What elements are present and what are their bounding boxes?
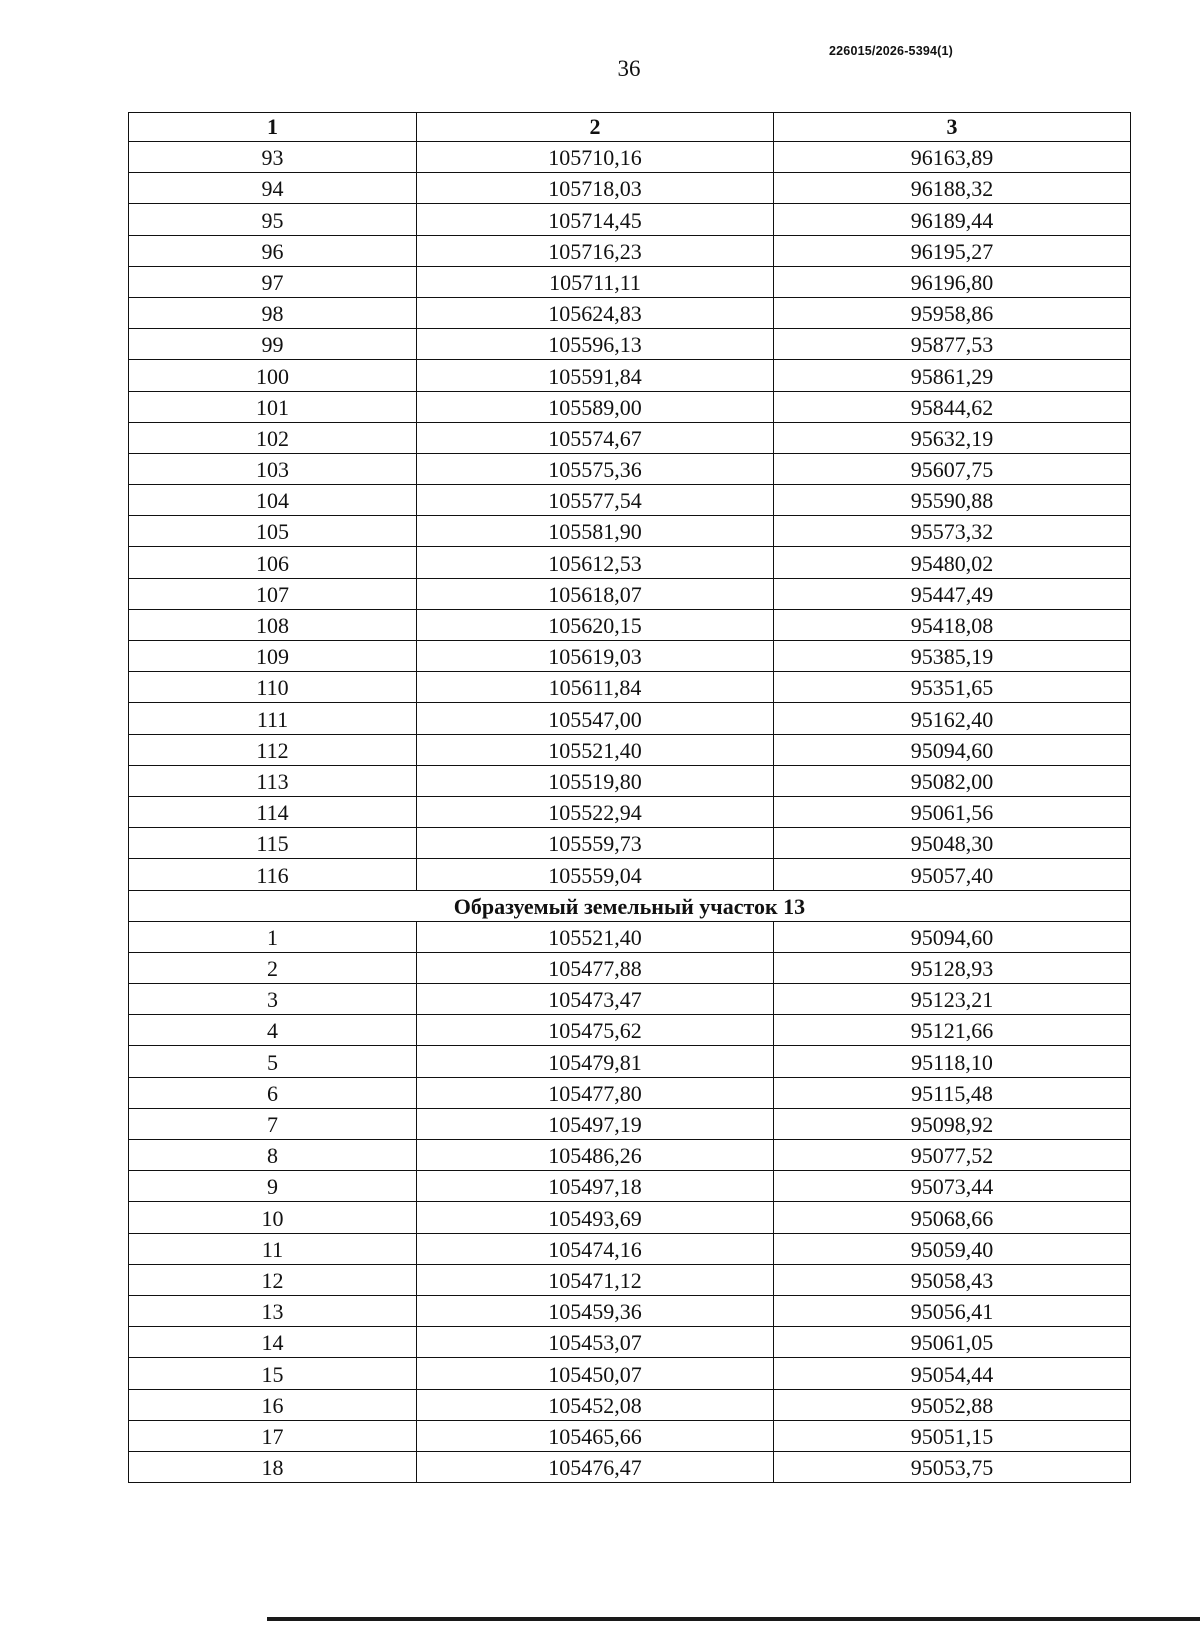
point-number-cell: 3 bbox=[129, 984, 417, 1015]
point-number-cell: 17 bbox=[129, 1420, 417, 1451]
x-coordinate-cell: 105450,07 bbox=[417, 1358, 774, 1389]
point-number-cell: 12 bbox=[129, 1264, 417, 1295]
table-row bbox=[129, 1202, 1131, 1233]
table-row bbox=[129, 173, 1131, 204]
x-coordinate-cell: 105716,23 bbox=[417, 235, 774, 266]
table-row bbox=[129, 1171, 1131, 1202]
table-row bbox=[129, 547, 1131, 578]
y-coordinate-cell: 95418,08 bbox=[774, 609, 1131, 640]
point-number-cell: 2 bbox=[129, 952, 417, 983]
point-number-cell: 13 bbox=[129, 1295, 417, 1326]
point-number-cell: 105 bbox=[129, 516, 417, 547]
point-number-cell: 14 bbox=[129, 1327, 417, 1358]
table-row bbox=[129, 453, 1131, 484]
x-coordinate-cell: 105612,53 bbox=[417, 547, 774, 578]
x-coordinate-cell: 105486,26 bbox=[417, 1140, 774, 1171]
x-coordinate-cell: 105493,69 bbox=[417, 1202, 774, 1233]
point-number-cell: 104 bbox=[129, 485, 417, 516]
table-row bbox=[129, 1264, 1131, 1295]
x-coordinate-cell: 105619,03 bbox=[417, 641, 774, 672]
y-coordinate-cell: 95480,02 bbox=[774, 547, 1131, 578]
point-number-cell: 11 bbox=[129, 1233, 417, 1264]
table-row bbox=[129, 235, 1131, 266]
table-row bbox=[129, 485, 1131, 516]
column-header-x: 2 bbox=[417, 113, 774, 142]
point-number-cell: 114 bbox=[129, 796, 417, 827]
point-number-cell: 113 bbox=[129, 765, 417, 796]
x-coordinate-cell: 105575,36 bbox=[417, 453, 774, 484]
x-coordinate-cell: 105479,81 bbox=[417, 1046, 774, 1077]
y-coordinate-cell: 95048,30 bbox=[774, 828, 1131, 859]
y-coordinate-cell: 95057,40 bbox=[774, 859, 1131, 890]
point-number-cell: 18 bbox=[129, 1451, 417, 1482]
table-row bbox=[129, 1046, 1131, 1077]
x-coordinate-cell: 105581,90 bbox=[417, 516, 774, 547]
point-number-cell: 110 bbox=[129, 672, 417, 703]
table-row bbox=[129, 1389, 1131, 1420]
point-number-cell: 101 bbox=[129, 391, 417, 422]
y-coordinate-cell: 95128,93 bbox=[774, 952, 1131, 983]
point-number-cell: 15 bbox=[129, 1358, 417, 1389]
y-coordinate-cell: 95094,60 bbox=[774, 734, 1131, 765]
y-coordinate-cell: 95052,88 bbox=[774, 1389, 1131, 1420]
point-number-cell: 93 bbox=[129, 142, 417, 173]
table-row bbox=[129, 921, 1131, 952]
y-coordinate-cell: 95073,44 bbox=[774, 1171, 1131, 1202]
y-coordinate-cell: 95573,32 bbox=[774, 516, 1131, 547]
point-number-cell: 112 bbox=[129, 734, 417, 765]
y-coordinate-cell: 95351,65 bbox=[774, 672, 1131, 703]
point-number-cell: 100 bbox=[129, 360, 417, 391]
x-coordinate-cell: 105476,47 bbox=[417, 1451, 774, 1482]
table-row bbox=[129, 391, 1131, 422]
y-coordinate-cell: 95877,53 bbox=[774, 329, 1131, 360]
x-coordinate-cell: 105710,16 bbox=[417, 142, 774, 173]
x-coordinate-cell: 105473,47 bbox=[417, 984, 774, 1015]
y-coordinate-cell: 96196,80 bbox=[774, 266, 1131, 297]
y-coordinate-cell: 95082,00 bbox=[774, 765, 1131, 796]
x-coordinate-cell: 105477,88 bbox=[417, 952, 774, 983]
table-row bbox=[129, 204, 1131, 235]
x-coordinate-cell: 105521,40 bbox=[417, 921, 774, 952]
y-coordinate-cell: 95118,10 bbox=[774, 1046, 1131, 1077]
point-number-cell: 1 bbox=[129, 921, 417, 952]
x-coordinate-cell: 105459,36 bbox=[417, 1295, 774, 1326]
table-row bbox=[129, 641, 1131, 672]
document-number: 226015/2026-5394(1) bbox=[829, 44, 954, 58]
page-number: 36 bbox=[617, 56, 641, 81]
x-coordinate-cell: 105574,67 bbox=[417, 422, 774, 453]
table-row bbox=[129, 734, 1131, 765]
table-row bbox=[129, 1327, 1131, 1358]
point-number-cell: 103 bbox=[129, 453, 417, 484]
x-coordinate-cell: 105624,83 bbox=[417, 297, 774, 328]
y-coordinate-cell: 95607,75 bbox=[774, 453, 1131, 484]
table-row bbox=[129, 672, 1131, 703]
y-coordinate-cell: 96189,44 bbox=[774, 204, 1131, 235]
table-row bbox=[129, 142, 1131, 173]
column-header-y: 3 bbox=[774, 113, 1131, 142]
x-coordinate-cell: 105547,00 bbox=[417, 703, 774, 734]
y-coordinate-cell: 95162,40 bbox=[774, 703, 1131, 734]
table-row bbox=[129, 422, 1131, 453]
x-coordinate-cell: 105497,18 bbox=[417, 1171, 774, 1202]
x-coordinate-cell: 105452,08 bbox=[417, 1389, 774, 1420]
point-number-cell: 94 bbox=[129, 173, 417, 204]
table-row bbox=[129, 703, 1131, 734]
y-coordinate-cell: 95115,48 bbox=[774, 1077, 1131, 1108]
point-number-cell: 102 bbox=[129, 422, 417, 453]
y-coordinate-cell: 95861,29 bbox=[774, 360, 1131, 391]
point-number-cell: 107 bbox=[129, 578, 417, 609]
x-coordinate-cell: 105577,54 bbox=[417, 485, 774, 516]
y-coordinate-cell: 95958,86 bbox=[774, 297, 1131, 328]
table-row bbox=[129, 765, 1131, 796]
point-number-cell: 4 bbox=[129, 1015, 417, 1046]
x-coordinate-cell: 105611,84 bbox=[417, 672, 774, 703]
y-coordinate-cell: 95632,19 bbox=[774, 422, 1131, 453]
table-row bbox=[129, 578, 1131, 609]
point-number-cell: 96 bbox=[129, 235, 417, 266]
x-coordinate-cell: 105465,66 bbox=[417, 1420, 774, 1451]
x-coordinate-cell: 105519,80 bbox=[417, 765, 774, 796]
point-number-cell: 109 bbox=[129, 641, 417, 672]
page-bottom-rule bbox=[267, 1617, 1200, 1621]
y-coordinate-cell: 95385,19 bbox=[774, 641, 1131, 672]
y-coordinate-cell: 95098,92 bbox=[774, 1108, 1131, 1139]
y-coordinate-cell: 96188,32 bbox=[774, 173, 1131, 204]
x-coordinate-cell: 105471,12 bbox=[417, 1264, 774, 1295]
table-row bbox=[129, 329, 1131, 360]
x-coordinate-cell: 105591,84 bbox=[417, 360, 774, 391]
point-number-cell: 8 bbox=[129, 1140, 417, 1171]
point-number-cell: 116 bbox=[129, 859, 417, 890]
point-number-cell: 16 bbox=[129, 1389, 417, 1420]
table-row bbox=[129, 952, 1131, 983]
section-title: Образуемый земельный участок 13 bbox=[129, 890, 1131, 921]
point-number-cell: 5 bbox=[129, 1046, 417, 1077]
y-coordinate-cell: 95844,62 bbox=[774, 391, 1131, 422]
x-coordinate-cell: 105453,07 bbox=[417, 1327, 774, 1358]
x-coordinate-cell: 105559,73 bbox=[417, 828, 774, 859]
y-coordinate-cell: 95061,05 bbox=[774, 1327, 1131, 1358]
y-coordinate-cell: 95068,66 bbox=[774, 1202, 1131, 1233]
y-coordinate-cell: 95077,52 bbox=[774, 1140, 1131, 1171]
table-body-prev-plot bbox=[129, 142, 1131, 891]
table-row bbox=[129, 859, 1131, 890]
y-coordinate-cell: 95054,44 bbox=[774, 1358, 1131, 1389]
y-coordinate-cell: 95061,56 bbox=[774, 796, 1131, 827]
column-header-point: 1 bbox=[129, 113, 417, 142]
table-row bbox=[129, 297, 1131, 328]
point-number-cell: 115 bbox=[129, 828, 417, 859]
table-row bbox=[129, 266, 1131, 297]
x-coordinate-cell: 105620,15 bbox=[417, 609, 774, 640]
y-coordinate-cell: 95094,60 bbox=[774, 921, 1131, 952]
y-coordinate-cell: 95051,15 bbox=[774, 1420, 1131, 1451]
x-coordinate-cell: 105718,03 bbox=[417, 173, 774, 204]
point-number-cell: 98 bbox=[129, 297, 417, 328]
x-coordinate-cell: 105521,40 bbox=[417, 734, 774, 765]
x-coordinate-cell: 105589,00 bbox=[417, 391, 774, 422]
y-coordinate-cell: 96163,89 bbox=[774, 142, 1131, 173]
x-coordinate-cell: 105522,94 bbox=[417, 796, 774, 827]
point-number-cell: 99 bbox=[129, 329, 417, 360]
point-number-cell: 97 bbox=[129, 266, 417, 297]
table-row bbox=[129, 609, 1131, 640]
section-header-group bbox=[129, 890, 1131, 921]
table-body-plot-13 bbox=[129, 921, 1131, 1482]
y-coordinate-cell: 95123,21 bbox=[774, 984, 1131, 1015]
table-row bbox=[129, 828, 1131, 859]
point-number-cell: 7 bbox=[129, 1108, 417, 1139]
y-coordinate-cell: 95058,43 bbox=[774, 1264, 1131, 1295]
coordinates-table bbox=[128, 112, 1131, 1483]
x-coordinate-cell: 105559,04 bbox=[417, 859, 774, 890]
x-coordinate-cell: 105497,19 bbox=[417, 1108, 774, 1139]
point-number-cell: 106 bbox=[129, 547, 417, 578]
table-row bbox=[129, 1140, 1131, 1171]
x-coordinate-cell: 105714,45 bbox=[417, 204, 774, 235]
x-coordinate-cell: 105474,16 bbox=[417, 1233, 774, 1264]
point-number-cell: 10 bbox=[129, 1202, 417, 1233]
section-header-row bbox=[129, 890, 1131, 921]
point-number-cell: 9 bbox=[129, 1171, 417, 1202]
table-row bbox=[129, 516, 1131, 547]
point-number-cell: 108 bbox=[129, 609, 417, 640]
table-header-row bbox=[129, 113, 1131, 142]
table-row bbox=[129, 1233, 1131, 1264]
table-row bbox=[129, 1015, 1131, 1046]
table-row bbox=[129, 1420, 1131, 1451]
point-number-cell: 6 bbox=[129, 1077, 417, 1108]
table-row bbox=[129, 1451, 1131, 1482]
point-number-cell: 111 bbox=[129, 703, 417, 734]
point-number-cell: 95 bbox=[129, 204, 417, 235]
y-coordinate-cell: 95053,75 bbox=[774, 1451, 1131, 1482]
table-row bbox=[129, 1108, 1131, 1139]
table-row bbox=[129, 796, 1131, 827]
y-coordinate-cell: 95056,41 bbox=[774, 1295, 1131, 1326]
x-coordinate-cell: 105711,11 bbox=[417, 266, 774, 297]
y-coordinate-cell: 95590,88 bbox=[774, 485, 1131, 516]
y-coordinate-cell: 95447,49 bbox=[774, 578, 1131, 609]
y-coordinate-cell: 96195,27 bbox=[774, 235, 1131, 266]
table-row bbox=[129, 1295, 1131, 1326]
table-row bbox=[129, 1077, 1131, 1108]
y-coordinate-cell: 95121,66 bbox=[774, 1015, 1131, 1046]
table-row bbox=[129, 360, 1131, 391]
x-coordinate-cell: 105477,80 bbox=[417, 1077, 774, 1108]
y-coordinate-cell: 95059,40 bbox=[774, 1233, 1131, 1264]
table-row bbox=[129, 984, 1131, 1015]
x-coordinate-cell: 105596,13 bbox=[417, 329, 774, 360]
x-coordinate-cell: 105618,07 bbox=[417, 578, 774, 609]
x-coordinate-cell: 105475,62 bbox=[417, 1015, 774, 1046]
table-row bbox=[129, 1358, 1131, 1389]
